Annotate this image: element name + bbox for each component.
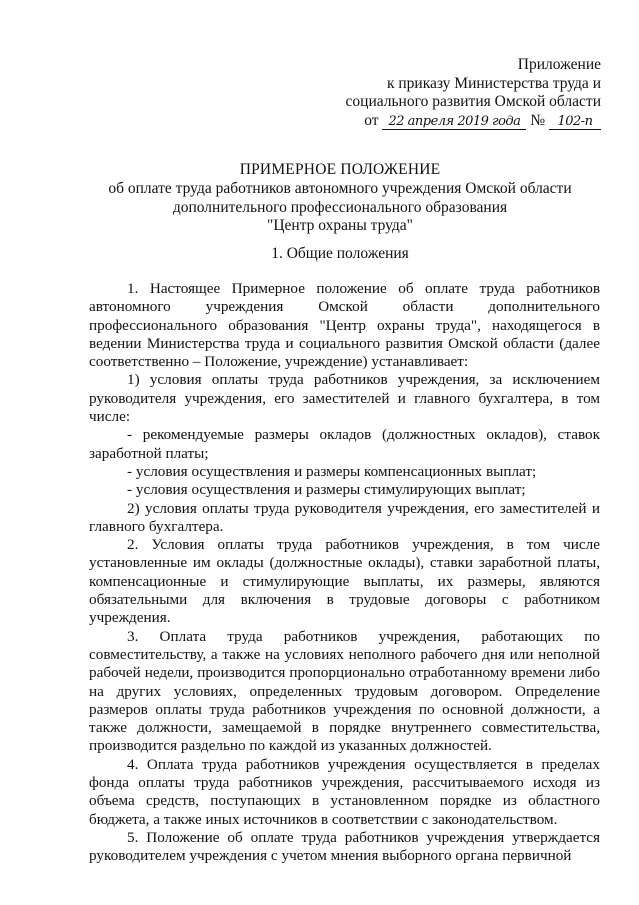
- paragraph: 1) условия оплаты труда работников учреждения, за исключением руководителя учреждения, его заместителей и главного бухгалтера, в том числе:: [89, 371, 600, 426]
- paragraph: 3. Оплата труда работников учреждения, работающих по совместительству, а также на условиях неполного рабочего дня или неполной рабочей недели, производится пропорционально отработанному времени либо на других условиях, определенных трудовым договором. Определение размеров оплаты труда работников учреждения по основной должности, а также должности, замещаемой в порядке внутреннего совместительства, производится раздельно по каждой из указанных должностей.: [89, 627, 600, 755]
- from-label: от: [364, 111, 379, 129]
- document-title: [60, 161, 620, 236]
- paragraph: - условия осуществления и размеры компенсационных выплат;: [127, 462, 537, 480]
- paragraph: - рекомендуемые размеры окладов (должностных окладов), ставок заработной платы;: [89, 426, 600, 462]
- title-main: ПРИМЕРНОЕ ПОЛОЖЕНИЕ: [239, 161, 441, 178]
- title-line-4: "Центр охраны труда": [267, 217, 413, 235]
- paragraph: 4. Оплата труда работников учреждения осуществляется в пределах фонда оплаты труда работников учреждения, рассчитываемого исходя из объема средств, поступающих в установленном порядке из областного бюджета, а также иных источников в соответствии с законодательством.: [89, 755, 600, 828]
- section-heading: 1. Общие положения: [271, 245, 409, 262]
- title-line-3: дополнительного профессионального образования: [172, 198, 508, 216]
- document-body: [89, 280, 600, 866]
- appendix-header: [346, 56, 601, 130]
- paragraph: - условия осуществления и размеры стимулирующих выплат;: [127, 481, 526, 499]
- appendix-label: Приложение: [517, 56, 601, 73]
- paragraph: 5. Положение об оплате труда работников учреждения утверждается руководителем учреждения с учетом мнения выборного органа первичной: [89, 828, 600, 865]
- appendix-ministry-line: социального развития Омской области: [345, 93, 601, 110]
- handwritten-date: 22 апреля 2019 года: [382, 114, 526, 130]
- number-label: №: [530, 111, 546, 129]
- paragraph: 2. Условия оплаты труда работников учреждения, в том числе установленные им оклады (должностные оклады), ставки заработной платы, компенсационные и стимулирующие выплаты, их размеры, являются обязательными для включения в трудовые договоры с работником учреждения.: [89, 536, 600, 627]
- paragraph: 1. Настоящее Примерное положение об оплате труда работников автономного учреждения Омской области дополнительного профессионального образования "Центр охраны труда", находящегося в ведении Министерства труда и социального развития Омской области (далее соответственно – Положение, учреждение) устанавливает:: [89, 280, 600, 371]
- appendix-date-number-line: [346, 112, 601, 131]
- handwritten-number: 102-п: [549, 114, 601, 130]
- paragraph: 2) условия оплаты труда руководителя учреждения, его заместителей и главного бухгалтера.: [89, 499, 600, 535]
- appendix-order-line: к приказу Министерства труда и: [386, 74, 601, 92]
- title-line-2: об оплате труда работников автономного учреждения Омской области: [108, 179, 572, 197]
